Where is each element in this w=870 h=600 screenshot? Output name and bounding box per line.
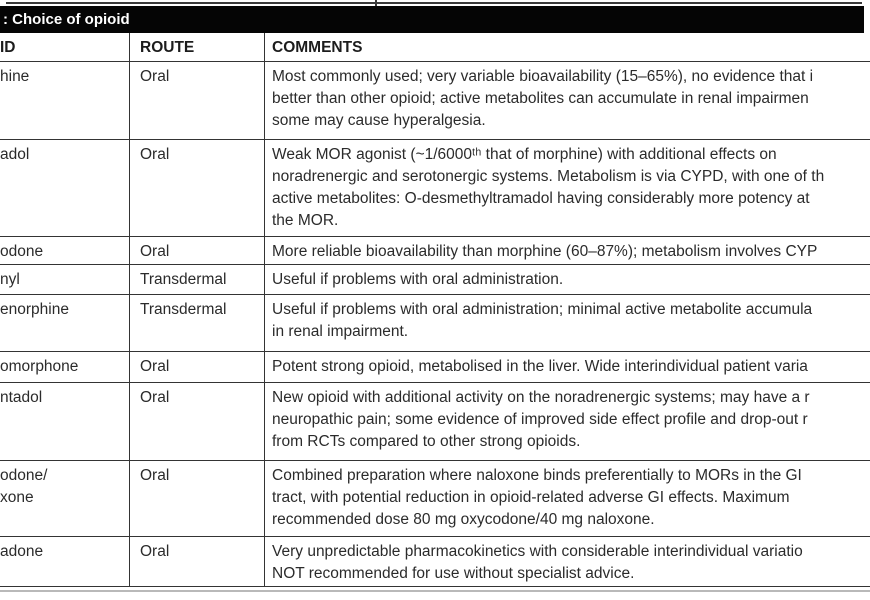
route-cell bbox=[130, 295, 265, 351]
table-header-row bbox=[0, 33, 870, 62]
table-row-hydromorphone bbox=[0, 352, 870, 383]
opioid-name: adone bbox=[0, 543, 44, 560]
header-cell-route bbox=[130, 33, 265, 61]
comment-line: Useful if problems with oral administration; minimal active metabolite accumula bbox=[272, 301, 813, 318]
comment-line: noradrenergic and serotonergic systems. Metabolism is via CYPD, with one of th bbox=[272, 168, 825, 185]
route-value: Oral bbox=[140, 146, 170, 163]
opioid-name: enorphine bbox=[0, 301, 69, 318]
opioid-name-cell bbox=[0, 352, 130, 382]
table-row-morphine bbox=[0, 62, 870, 140]
route-value: Oral bbox=[140, 389, 170, 406]
route-cell bbox=[130, 237, 265, 264]
table-row-fentanyl bbox=[0, 265, 870, 295]
route-value: Oral bbox=[140, 358, 170, 375]
opioid-name-cell bbox=[0, 265, 130, 294]
opioid-name-cell bbox=[0, 295, 130, 351]
opioid-name: odone/ bbox=[0, 467, 48, 484]
table-row-tapentadol bbox=[0, 383, 870, 461]
table-row-buprenorphine bbox=[0, 295, 870, 352]
comment-line: recommended dose 80 mg oxycodone/40 mg naloxone. bbox=[272, 511, 655, 528]
header-cell-opioid bbox=[0, 33, 130, 61]
comment-line: Potent strong opioid, metabolised in the liver. Wide interindividual patient varia bbox=[272, 358, 808, 375]
route-cell bbox=[130, 383, 265, 460]
comment-line: some may cause hyperalgesia. bbox=[272, 112, 486, 129]
opioid-name-cell bbox=[0, 461, 130, 536]
opioid-name: odone bbox=[0, 243, 44, 260]
route-cell bbox=[130, 265, 265, 294]
header-label-route: ROUTE bbox=[140, 39, 195, 56]
route-value: Transdermal bbox=[140, 271, 227, 288]
opioid-name: nyl bbox=[0, 271, 20, 288]
header-label-opioid: ID bbox=[0, 39, 16, 56]
table-row-methadone bbox=[0, 537, 870, 587]
route-cell bbox=[130, 62, 265, 139]
opioid-name: omorphone bbox=[0, 358, 79, 375]
opioid-name: ntadol bbox=[0, 389, 43, 406]
route-value: Oral bbox=[140, 243, 170, 260]
table-row-oxycodone-naloxone bbox=[0, 461, 870, 537]
table-row-oxycodone bbox=[0, 237, 870, 265]
table-title: : Choice of opioid bbox=[3, 11, 130, 28]
top-divider-line bbox=[6, 2, 862, 4]
comment-line: the MOR. bbox=[272, 212, 339, 229]
header-label-comments: COMMENTS bbox=[272, 39, 363, 56]
comment-line: More reliable bioavailability than morphine (60–87%); metabolism involves CYP bbox=[272, 243, 818, 260]
table-row-tramadol bbox=[0, 140, 870, 237]
opioid-name-cell bbox=[0, 383, 130, 460]
opioid-name-cell bbox=[0, 62, 130, 139]
comment-line: NOT recommended for use without specialist advice. bbox=[272, 565, 635, 582]
comment-line: from RCTs compared to other strong opioids. bbox=[272, 433, 581, 450]
comment-line: in renal impairment. bbox=[272, 323, 409, 340]
header-cell-comments bbox=[265, 33, 870, 61]
comments-cell bbox=[265, 461, 870, 536]
route-cell bbox=[130, 140, 265, 236]
opioid-table bbox=[0, 33, 870, 587]
comments-cell bbox=[265, 265, 870, 294]
route-cell bbox=[130, 352, 265, 382]
comments-cell bbox=[265, 237, 870, 264]
route-cell bbox=[130, 461, 265, 536]
route-cell bbox=[130, 537, 265, 586]
comment-line: tract, with potential reduction in opioid-related adverse GI effects. Maximum bbox=[272, 489, 790, 506]
opioid-name: xone bbox=[0, 489, 34, 506]
route-value: Oral bbox=[140, 68, 170, 85]
route-value: Transdermal bbox=[140, 301, 227, 318]
comment-line: Most commonly used; very variable bioavailability (15–65%), no evidence that i bbox=[272, 68, 814, 85]
comment-line: Combined preparation where naloxone binds preferentially to MORs in the GI bbox=[272, 467, 802, 484]
opioid-name: hine bbox=[0, 68, 30, 85]
comment-line: Very unpredictable pharmacokinetics with considerable interindividual variatio bbox=[272, 543, 803, 560]
comments-cell bbox=[265, 537, 870, 586]
table-title-bar bbox=[0, 6, 864, 33]
comment-line: active metabolites: O-desmethyltramadol having considerably more potency at bbox=[272, 190, 810, 207]
comments-cell bbox=[265, 295, 870, 351]
opioid-name-cell bbox=[0, 537, 130, 586]
comments-cell bbox=[265, 140, 870, 236]
comment-line: Useful if problems with oral administration. bbox=[272, 271, 564, 288]
bottom-divider-line bbox=[0, 590, 870, 592]
comments-cell bbox=[265, 62, 870, 139]
opioid-name-cell bbox=[0, 140, 130, 236]
route-value: Oral bbox=[140, 467, 170, 484]
opioid-name-cell bbox=[0, 237, 130, 264]
opioid-name: adol bbox=[0, 146, 30, 163]
comment-line: better than other opioid; active metabolites can accumulate in renal impairmen bbox=[272, 90, 809, 107]
comments-cell bbox=[265, 352, 870, 382]
comment-line: New opioid with additional activity on the noradrenergic systems; may have a r bbox=[272, 389, 810, 406]
comment-line: neuropathic pain; some evidence of improved side effect profile and drop-out r bbox=[272, 411, 808, 428]
route-value: Oral bbox=[140, 543, 170, 560]
comment-line: Weak MOR agonist (~1/6000ᵗʰ that of morphine) with additional effects on bbox=[272, 146, 777, 163]
comments-cell bbox=[265, 383, 870, 460]
